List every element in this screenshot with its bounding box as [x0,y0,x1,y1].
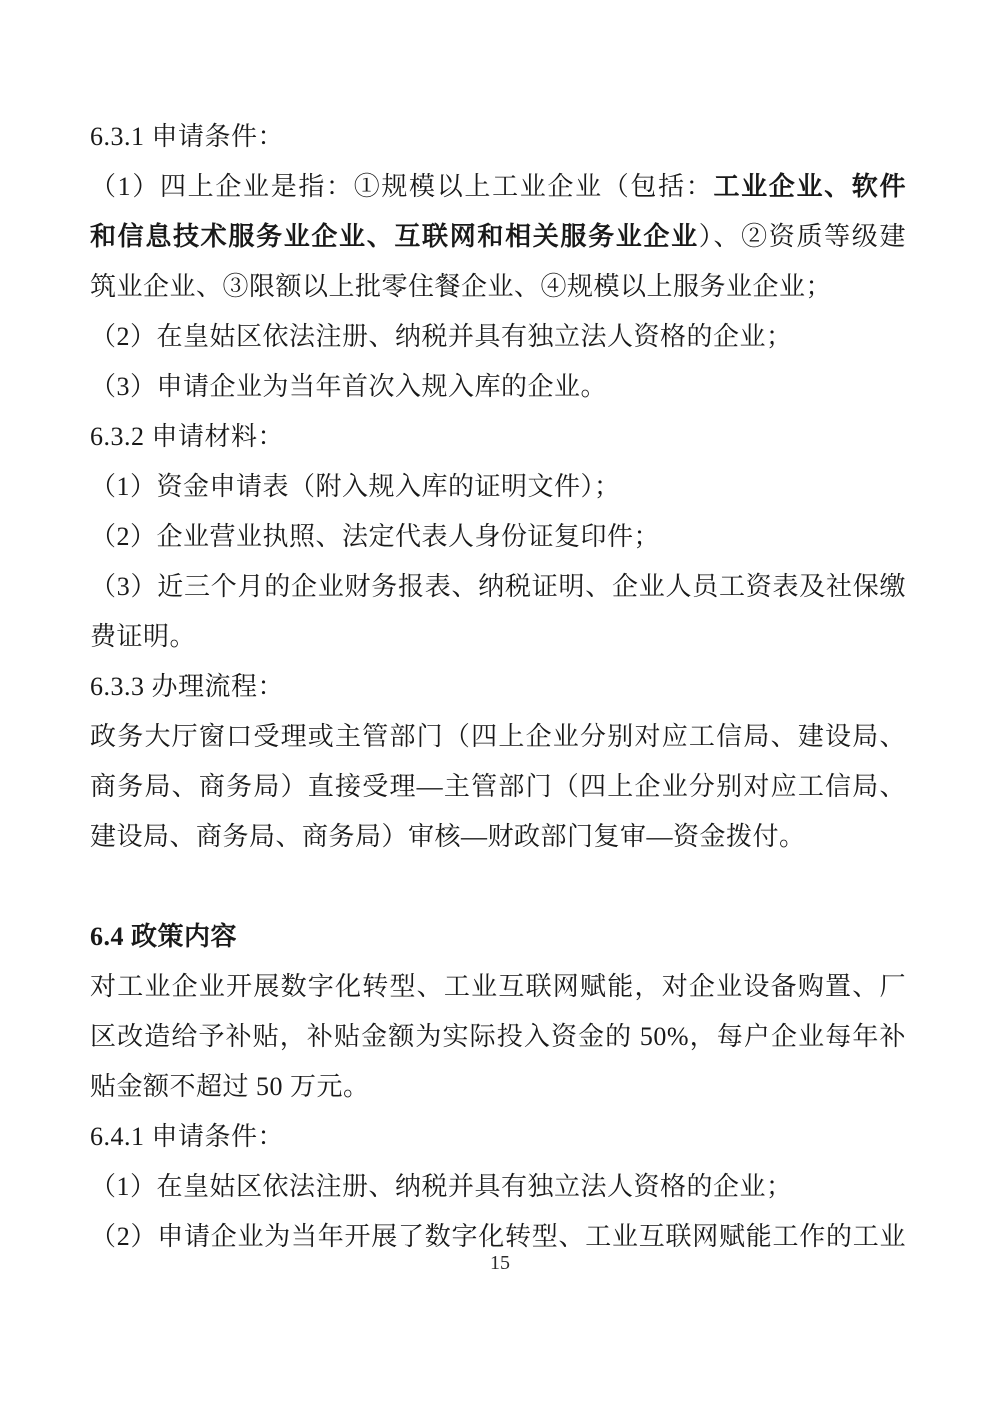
text-run: （2）在皇姑区依法注册、纳税并具有独立法人资格的企业； [90,322,793,351]
document-content [90,112,906,1262]
bold-text-run: 和信息技术服务业企业、互联网和相关服务业企业 [90,222,699,251]
para-64-line2 [90,1012,906,1062]
text-run: 建设局、商务局、商务局）审核—财政部门复审—资金拨付。 [90,822,806,851]
heading-6-4 [90,912,906,962]
text-run: （3）近三个月的企业财务报表、纳税证明、企业人员工资表及社保缴 [90,572,906,601]
text-run: 6.3.3 办理流程： [90,672,285,701]
text-run: 6.3.2 申请材料： [90,422,285,451]
text-run: （1）四上企业是指：①规模以上工业企业（包括： [90,172,714,201]
text-run: （2）申请企业为当年开展了数字化转型、工业互联网赋能工作的工业 [90,1222,906,1251]
para-641-item1 [90,1162,906,1212]
para-631-item2 [90,312,906,362]
para-632-item3-line1 [90,562,906,612]
para-631-item1-line2 [90,212,906,262]
text-run: 区改造给予补贴，补贴金额为实际投入资金的 50%，每户企业每年补 [90,1022,906,1051]
text-run: 筑业企业、③限额以上批零住餐企业、④规模以上服务业企业； [90,272,833,301]
heading-6-3-2 [90,412,906,462]
bold-text-run: 工业企业、软件 [713,172,906,201]
para-633-line1 [90,712,906,762]
text-run: （1）在皇姑区依法注册、纳税并具有独立法人资格的企业； [90,1172,793,1201]
text-run: （1）资金申请表（附入规入库的证明文件）； [90,472,621,501]
para-633-line2 [90,762,906,812]
text-run: 政务大厅窗口受理或主管部门（四上企业分别对应工信局、建设局、 [90,722,906,751]
text-run: 6.3.1 申请条件： [90,122,285,151]
para-632-item1 [90,462,906,512]
text-run: 贴金额不超过 50 万元。 [90,1072,370,1101]
text-run: （2）企业营业执照、法定代表人身份证复印件； [90,522,661,551]
text-run: ）、②资质等级建 [698,222,906,251]
para-631-item1-line3 [90,262,906,312]
para-631-item1-line1 [90,162,906,212]
heading-6-4-1 [90,1112,906,1162]
page-number: 15 [490,1252,510,1274]
para-64-line1 [90,962,906,1012]
para-631-item3 [90,362,906,412]
spacer-line [90,862,906,912]
para-632-item3-line2 [90,612,906,662]
text-run: 6.4.1 申请条件： [90,1122,285,1151]
text-run: 商务局、商务局）直接受理—主管部门（四上企业分别对应工信局、 [90,772,906,801]
heading-6-3-3 [90,662,906,712]
para-64-line3 [90,1062,906,1112]
heading-6-3-1 [90,112,906,162]
text-run: 对工业企业开展数字化转型、工业互联网赋能，对企业设备购置、厂 [90,972,906,1001]
text-run: 费证明。 [90,622,197,651]
text-run: （3）申请企业为当年首次入规入库的企业。 [90,372,608,401]
para-632-item2 [90,512,906,562]
bold-text-run: 6.4 政策内容 [90,922,238,951]
para-633-line3 [90,812,906,862]
